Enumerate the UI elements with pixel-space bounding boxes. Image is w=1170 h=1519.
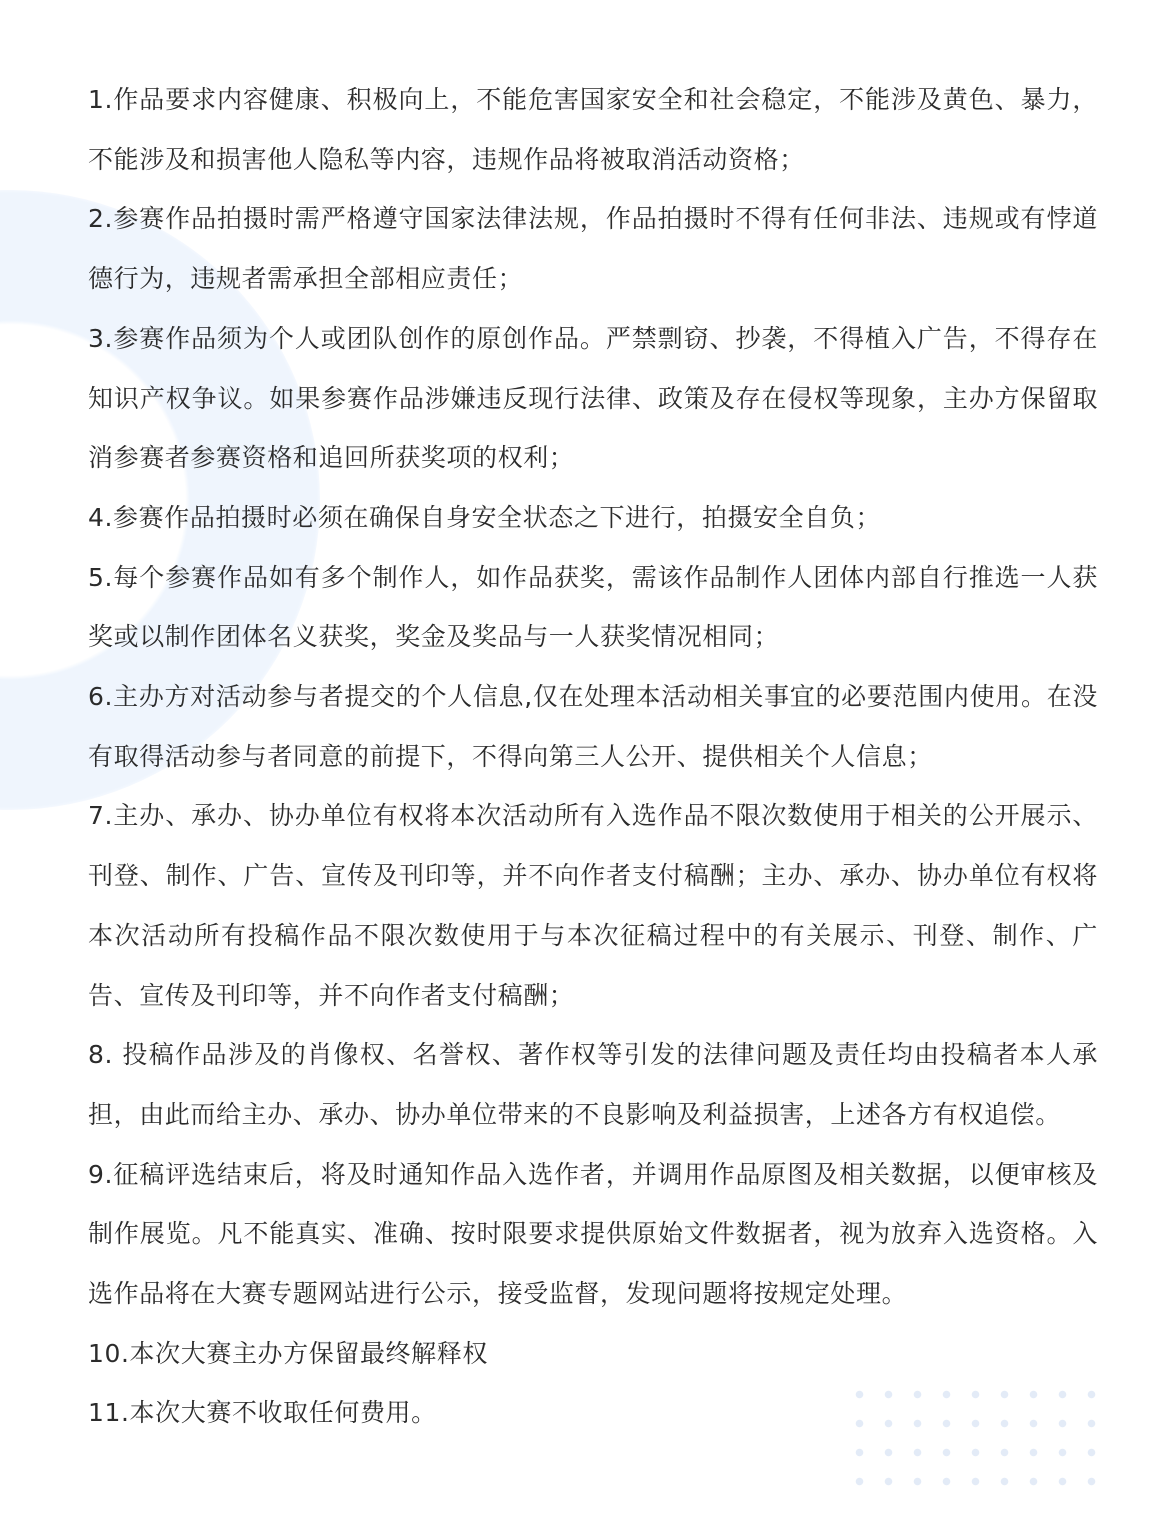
rule-item-2: 2.参赛作品拍摄时需严格遵守国家法律法规，作品拍摄时不得有任何非法、违规或有悖道德行为，违规者需承担全部相应责任； (88, 204, 1098, 294)
rule-item-8: 8. 投稿作品涉及的肖像权、名誉权、著作权等引发的法律问题及责任均由投稿者本人承担，由此而给主办、承办、协办单位带来的不良影响及利益损害，上述各方有权追偿。 (88, 1040, 1098, 1129)
rule-item-4: 4.参赛作品拍摄时必须在确保自身安全状态之下进行，拍摄安全自负； (88, 502, 882, 532)
rule-item-10: 10.本次大赛主办方保留最终解释权 (88, 1338, 488, 1368)
rule-item-7: 7.主办、承办、协办单位有权将本次活动所有入选作品不限次数使用于相关的公开展示、刊登、制作、广告、宣传及刊印等，并不向作者支付稿酬；主办、承办、协办单位有权将本次活动所有投稿作品不限次数使用于与本次征稿过程中的有关展示、刊登、制作、广告、宣传及刊印等，并不向作者支付稿酬； (88, 801, 1098, 1010)
rules-list (88, 70, 1098, 1443)
rule-item-5: 5.每个参赛作品如有多个制作人，如作品获奖，需该作品制作人团体内部自行推选一人获奖或以制作团体名义获奖，奖金及奖品与一人获奖情况相同； (88, 562, 1098, 652)
rule-item-1: 1.作品要求内容健康、积极向上，不能危害国家安全和社会稳定，不能涉及黄色、暴力，不能涉及和损害他人隐私等内容，违规作品将被取消活动资格； (88, 85, 1098, 174)
rule-item-6: 6.主办方对活动参与者提交的个人信息,仅在处理本活动相关事宜的必要范围内使用。在没有取得活动参与者同意的前提下，不得向第三人公开、提供相关个人信息； (88, 682, 1098, 771)
rule-item-3: 3.参赛作品须为个人或团队创作的原创作品。严禁剽窃、抄袭，不得植入广告，不得存在知识产权争议。如果参赛作品涉嫌违反现行法律、政策及存在侵权等现象，主办方保留取消参赛者参赛资格和追回所获奖项的权利； (88, 323, 1098, 473)
rule-item-9: 9.征稿评选结束后，将及时通知作品入选作者，并调用作品原图及相关数据，以便审核及制作展览。凡不能真实、准确、按时限要求提供原始文件数据者，视为放弃入选资格。入选作品将在大赛专题网站进行公示，接受监督，发现问题将按规定处理。 (88, 1159, 1098, 1309)
rule-item-11: 11.本次大赛不收取任何费用。 (88, 1398, 437, 1428)
